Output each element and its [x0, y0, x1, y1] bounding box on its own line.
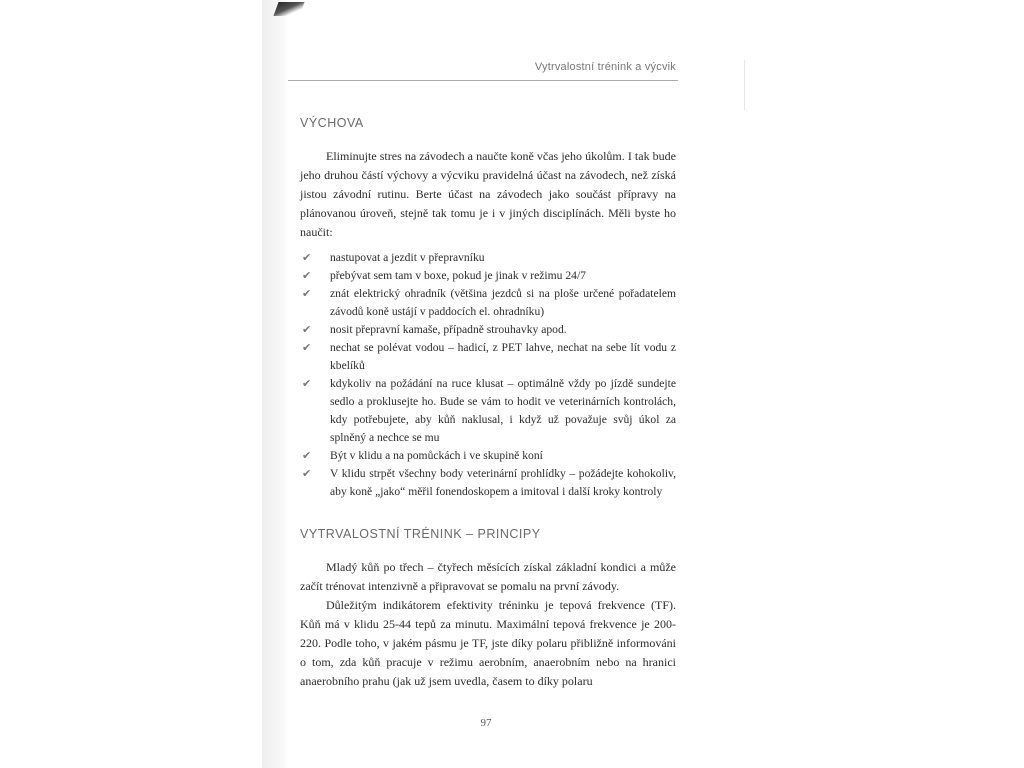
header-rule: [288, 80, 678, 81]
scan-edge-line: [744, 60, 745, 110]
book-page: [286, 0, 686, 768]
list-item-text: nosit přepravní kamaše, případně strouhavky apod.: [330, 323, 567, 336]
list-item: [300, 339, 676, 375]
running-header: Vytrvalostní trénink a výcvik: [534, 61, 676, 73]
check-icon: ✔: [302, 450, 312, 462]
check-icon: ✔: [302, 270, 312, 282]
check-icon: ✔: [302, 342, 312, 354]
list-item: [300, 321, 676, 339]
section-heading-principles: VYTRVALOSTNÍ TRÉNINK – PRINCIPY: [300, 527, 541, 541]
check-icon: ✔: [302, 252, 312, 264]
list-item-text: Být v klidu a na pomůckách i ve skupině koní: [330, 449, 543, 462]
list-item-text: kdykoliv na požádání na ruce klusat – optimálně vždy po jízdě sundejte sedlo a proklusejte ho. Bude se vám to hodit ve veterinárních kontrolách, kdy potřebujete, aby kůň naklusal, i když už považuje svůj úkol za splněný a nechce se mu: [330, 377, 676, 444]
check-icon: ✔: [302, 324, 312, 336]
list-item: [300, 447, 676, 465]
check-icon: ✔: [302, 468, 312, 480]
list-item-text: nechat se polévat vodou – hadicí, z PET lahve, nechat na sebe lít vodu z kbelíků: [330, 341, 676, 372]
checklist: [300, 249, 676, 501]
principles-paragraph-1: Mladý kůň po třech – čtyřech měsících získal základní kondici a může začít trénovat intenzivně a připravovat se pomalu na první závody.: [300, 560, 676, 593]
list-item: [300, 375, 676, 447]
section-heading-vychova: VÝCHOVA: [300, 116, 364, 130]
list-item: [300, 285, 676, 321]
list-item-text: nastupovat a jezdit v přepravníku: [330, 251, 485, 264]
principles-paragraph-2: Důležitým indikátorem efektivity tréninku je tepová frekvence (TF). Kůň má v klidu 25-44 tepů za minutu. Maximální tepová frekvence je 200-220. Podle toho, v jakém pásmu je TF, jste díky polaru přibližně informováni o tom, zda kůň pracuje v režimu aerobním, anaerobním nebo na hranici anaerobního prahu (jak už jsem uvedla, časem to díky polaru: [300, 598, 676, 688]
intro-paragraph: Eliminujte stres na závodech a naučte koně včas jeho úkolům. I tak bude jeho druhou částí výchovy a výcviku pravidelná účast na závodech, než získá jistou závodní rutinu. Berte účast na závodech jako součást přípravy na plánovanou úroveň, stejně tak tomu je i v jiných disciplínách. Měli byste ho naučit:: [300, 149, 676, 239]
list-item: [300, 249, 676, 267]
check-icon: ✔: [302, 288, 312, 300]
list-item-text: znát elektrický ohradník (většina jezdců si na ploše určené pořadatelem závodů koně ustájí v paddocích el. ohradníku): [330, 287, 676, 318]
list-item-text: přebývat sem tam v boxe, pokud je jinak v režimu 24/7: [330, 269, 586, 282]
page-number: 97: [480, 717, 492, 729]
check-icon: ✔: [302, 378, 312, 390]
list-item: [300, 465, 676, 501]
list-item: [300, 267, 676, 285]
list-item-text: V klidu strpět všechny body veterinární prohlídky – požádejte kohokoliv, aby koně „jako“ měřil fonendoskopem a imitoval i další kroky kontroly: [330, 467, 676, 498]
